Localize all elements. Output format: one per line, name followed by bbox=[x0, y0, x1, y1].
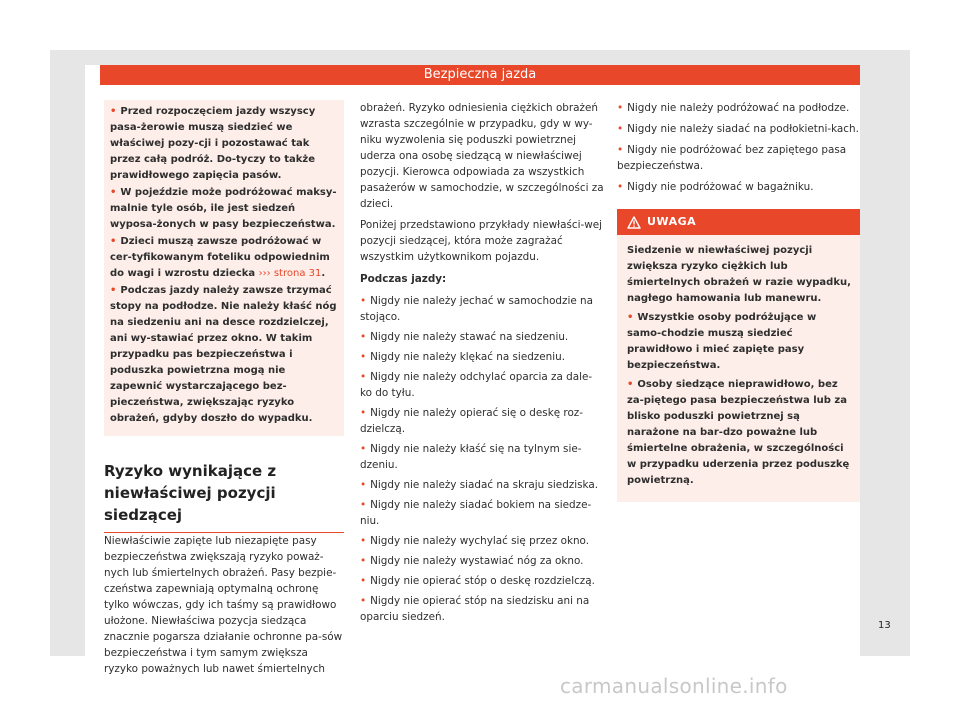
list-item: • Nigdy nie należy odchylać oparcia za dale-ko do tyłu. bbox=[360, 371, 593, 399]
bullet-icon: • bbox=[360, 295, 367, 307]
list-item: • Nigdy nie podróżować w bagażniku. bbox=[617, 181, 814, 193]
column-left bbox=[104, 100, 344, 682]
bullet-icon: • bbox=[360, 371, 367, 383]
list-item: • Nigdy nie należy wystawiać nóg za okno. bbox=[360, 555, 584, 567]
bullet-icon: • bbox=[627, 312, 634, 323]
list-item: • Nigdy nie należy siadać bokiem na siedze-niu. bbox=[360, 499, 592, 527]
list-item: • Nigdy nie należy siadać na skraju siedziska. bbox=[360, 479, 599, 491]
section-body-continued: obrażeń. Ryzyko odniesienia ciężkich obrażeń wzrasta szczególnie w przypadku, gdy w wy-niku wyzwolenia się poduszki powietrznej uderza ona osobę siedzącą w niewłaściwej pozycji. Kierowca odpowiada za wszystkich pasażerów w samochodzie, w szczególności za dzieci. bbox=[360, 102, 604, 210]
list-item: • Nigdy nie należy kłaść się na tylnym sie-dzeniu. bbox=[360, 443, 582, 471]
notice-box bbox=[104, 100, 344, 436]
bullet-icon: • bbox=[360, 555, 367, 567]
bullet-icon: • bbox=[627, 379, 634, 390]
bullet-icon: • bbox=[110, 285, 117, 296]
notice-item: • Przed rozpoczęciem jazdy wszyscy pasa-żerowie muszą siedzieć we właściwej pozy-cji i pozostawać tak przez całą podróż. Do-tyczy to także prawidłowego zapięcia pasów. bbox=[110, 106, 316, 181]
bullet-icon: • bbox=[360, 575, 367, 587]
section-title: Ryzyko wynikające z niewłaściwej pozycji siedzącej bbox=[104, 460, 344, 533]
notice-item: • Dzieci muszą zawsze podróżować w cer-tyfikowanym foteliku odpowiednim do wagi i wzrostu dziecka ››› strona 31. bbox=[110, 236, 330, 279]
page-number: 13 bbox=[878, 620, 891, 631]
list-item: • Nigdy nie należy klękać na siedzeniu. bbox=[360, 351, 566, 363]
list-item: • Nigdy nie należy stawać na siedzeniu. bbox=[360, 331, 569, 343]
watermark: carmanualsonline.info bbox=[560, 674, 788, 698]
bullet-icon: • bbox=[617, 123, 624, 135]
notice-item: • W pojeździe może podróżować maksy-malnie tyle osób, ile jest siedzeń wyposa-żonych w pasy bezpieczeństwa. bbox=[110, 187, 337, 230]
bullet-icon: • bbox=[617, 102, 624, 114]
bullet-icon: • bbox=[360, 479, 367, 491]
bullet-icon: • bbox=[110, 106, 117, 117]
warning-item: • Osoby siedzące nieprawidłowo, bez za-piętego pasa bezpieczeństwa lub za blisko poduszki powietrznej są narażone na bar-dzo poważne lub śmiertelne obrażenia, w szczególności w przypadku uderzenia przez poduszkę powietrzną. bbox=[627, 379, 850, 486]
bullet-icon: • bbox=[360, 499, 367, 511]
list-item: • Nigdy nie należy jechać w samochodzie na stojąco. bbox=[360, 295, 594, 323]
bullet-icon: • bbox=[110, 187, 117, 198]
warning-label: UWAGA bbox=[647, 215, 697, 228]
section-body-examples: Poniżej przedstawiono przykłady niewłaści-wej pozycji siedzącej, która może zagrażać wszystkim użytkownikom pojazdu. bbox=[360, 219, 602, 263]
list-item: • Nigdy nie należy wychylać się przez okno. bbox=[360, 535, 590, 547]
list-item: • Nigdy nie należy opierać się o deskę roz-dzielczą. bbox=[360, 407, 584, 435]
list-item: • Nigdy nie należy siadać na podłokietni-kach. bbox=[617, 123, 859, 135]
bullet-icon: • bbox=[110, 236, 117, 247]
section-body: Niewłaściwie zapięte lub niezapięte pasy bezpieczeństwa zwiększają ryzyko poważ-nych lub śmiertelnych obrażeń. Pasy bezpie-czeństwa zapewniają optymalną ochronę tylko wówczas, gdy ich taśmy są prawidłowo ułożone. Niewłaściwa pozycja siedząca znacznie pogarsza działanie ochronne pa-sów bezpieczeństwa i tym samym zwiększa ryzyko poważnych lub nawet śmiertelnych bbox=[104, 535, 343, 675]
bullet-icon: • bbox=[360, 331, 367, 343]
bullet-icon: • bbox=[360, 407, 367, 419]
list-item: • Nigdy nie podróżować bez zapiętego pasa bezpieczeństwa. bbox=[617, 144, 847, 172]
bullet-icon: • bbox=[360, 351, 367, 363]
bullet-icon: • bbox=[617, 181, 624, 193]
list-item: • Nigdy nie należy podróżować na podłodze. bbox=[617, 102, 850, 114]
bullet-icon: • bbox=[360, 443, 367, 455]
list-item: • Nigdy nie opierać stóp na siedzisku ani na oparciu siedzeń. bbox=[360, 595, 590, 623]
subheading: Podczas jazdy: bbox=[360, 273, 447, 285]
list-item: • Nigdy nie opierać stóp o deskę rozdzielczą. bbox=[360, 575, 595, 587]
bullet-icon: • bbox=[617, 144, 624, 156]
warning-intro: Siedzenie w niewłaściwej pozycji zwiększa ryzyko ciężkich lub śmiertelnych obrażeń w razie wypadku, nagłego hamowania lub manewru. bbox=[627, 245, 851, 304]
column-middle bbox=[360, 100, 604, 629]
page-header: Bezpieczna jazda bbox=[100, 65, 860, 85]
warning-triangle-icon bbox=[627, 216, 641, 229]
warning-item: • Wszystkie osoby podróżujące w samo-chodzie muszą siedzieć prawidłowo i mieć zapięte pasy bezpieczeństwa. bbox=[627, 312, 817, 371]
warning-header bbox=[617, 209, 860, 235]
column-right bbox=[617, 100, 860, 502]
warning-box bbox=[617, 209, 860, 502]
warning-body bbox=[617, 235, 860, 502]
page-reference-link[interactable]: ››› strona 31 bbox=[258, 268, 322, 279]
bullet-icon: • bbox=[360, 595, 367, 607]
bullet-icon: • bbox=[360, 535, 367, 547]
notice-item: • Podczas jazdy należy zawsze trzymać stopy na podłodze. Nie należy kłaść nóg na siedzeniu ani na desce rozdzielczej, ani wy-stawiać przez okno. W takim przypadku pas bezpieczeństwa i poduszka powietrzna mogą nie zapewnić wystarczającego bez-pieczeństwa, zwiększając ryzyko obrażeń, gdyby doszło do wypadku. bbox=[110, 285, 337, 424]
